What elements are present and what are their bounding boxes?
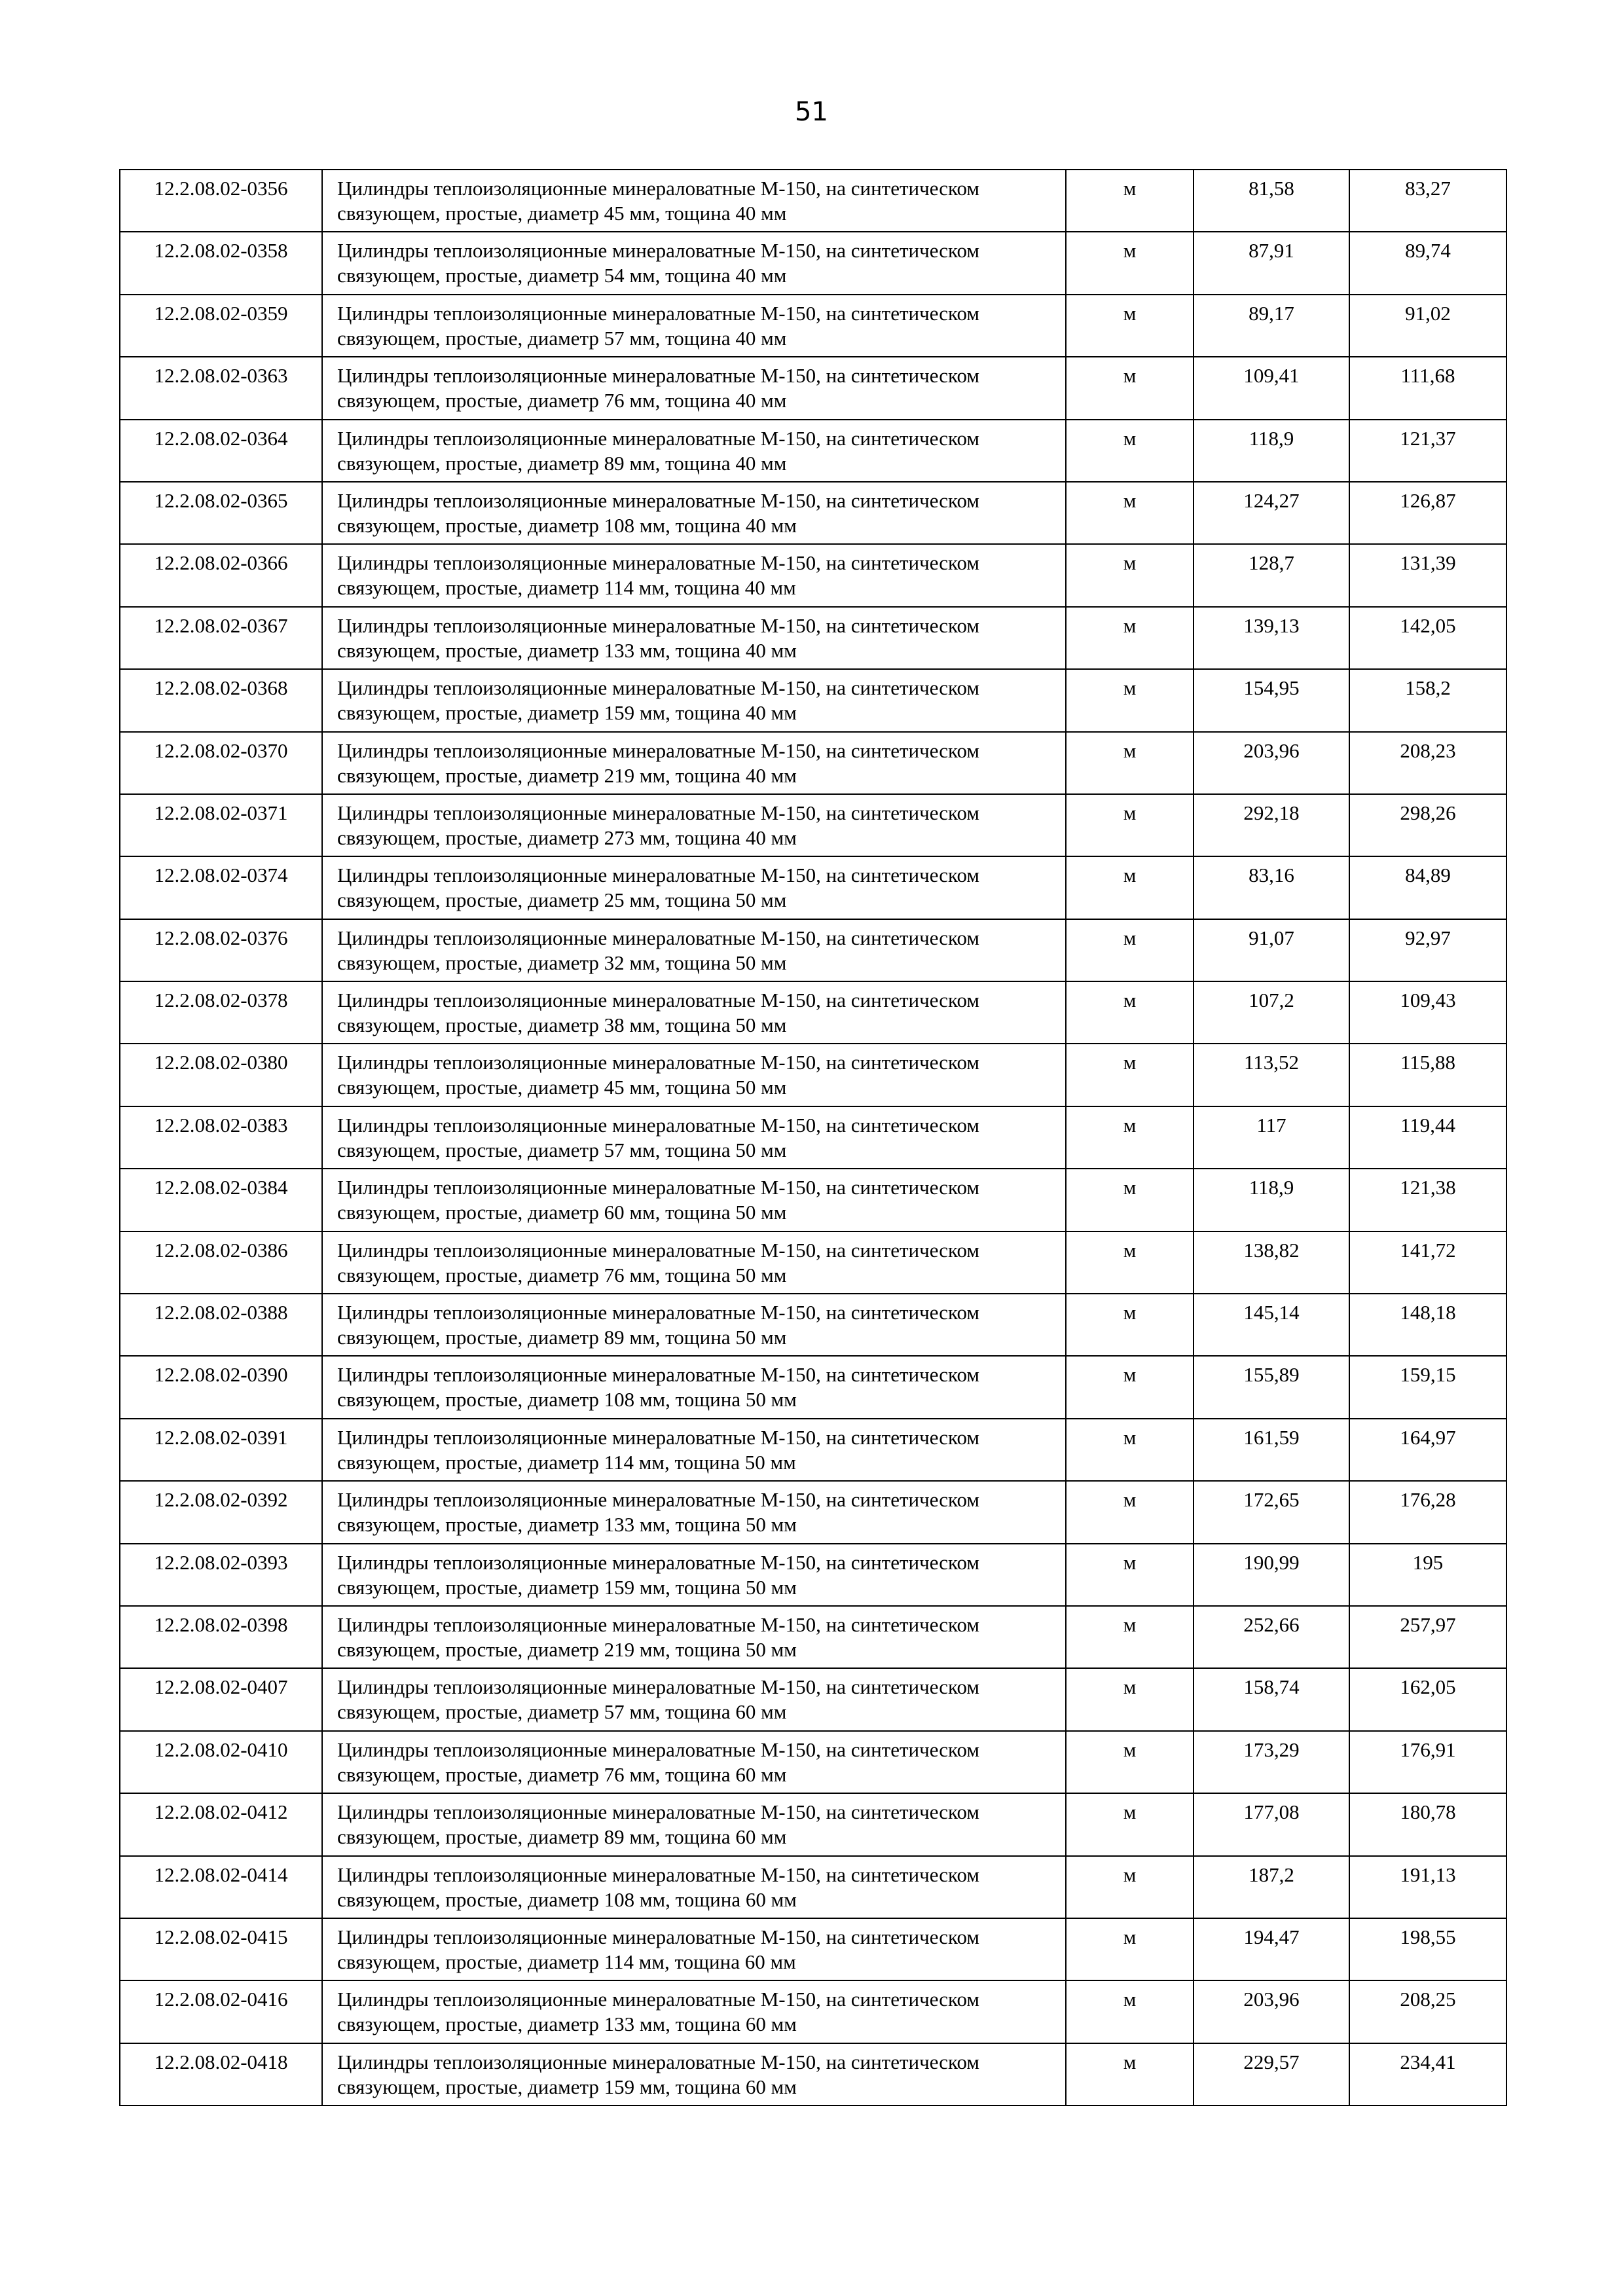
name-cell: Цилиндры теплоизоляционные минераловатные М-150, на синтетическом связующем, простые, диаметр 76 мм, тощина 40 мм: [322, 357, 1066, 419]
code-cell: 12.2.08.02-0371: [120, 794, 322, 856]
name-cell: Цилиндры теплоизоляционные минераловатные М-150, на синтетическом связующем, простые, диаметр 89 мм, тощина 60 мм: [322, 1793, 1066, 1855]
table-row: [120, 919, 1506, 981]
table-row: [120, 856, 1506, 919]
price-index-cell: 119,44: [1349, 1106, 1506, 1169]
code-cell: 12.2.08.02-0398: [120, 1606, 322, 1668]
name-cell: Цилиндры теплоизоляционные минераловатные М-150, на синтетическом связующем, простые, диаметр 159 мм, тощина 40 мм: [322, 669, 1066, 731]
code-cell: 12.2.08.02-0384: [120, 1169, 322, 1231]
unit-cell: м: [1066, 1231, 1194, 1294]
price-cell: 194,47: [1194, 1918, 1349, 1980]
table-row: [120, 1419, 1506, 1481]
price-index-cell: 180,78: [1349, 1793, 1506, 1855]
code-cell: 12.2.08.02-0407: [120, 1668, 322, 1730]
price-index-cell: 191,13: [1349, 1856, 1506, 1918]
code-cell: 12.2.08.02-0416: [120, 1980, 322, 2043]
code-cell: 12.2.08.02-0366: [120, 544, 322, 606]
price-cell: 124,27: [1194, 482, 1349, 544]
price-cell: 109,41: [1194, 357, 1349, 419]
table-row: [120, 1294, 1506, 1356]
name-cell: Цилиндры теплоизоляционные минераловатные М-150, на синтетическом связующем, простые, диаметр 114 мм, тощина 40 мм: [322, 544, 1066, 606]
price-cell: 158,74: [1194, 1668, 1349, 1730]
code-cell: 12.2.08.02-0383: [120, 1106, 322, 1169]
price-cell: 172,65: [1194, 1481, 1349, 1543]
code-cell: 12.2.08.02-0359: [120, 295, 322, 357]
price-index-cell: 91,02: [1349, 295, 1506, 357]
code-cell: 12.2.08.02-0370: [120, 732, 322, 794]
price-cell: 252,66: [1194, 1606, 1349, 1668]
unit-cell: м: [1066, 357, 1194, 419]
code-cell: 12.2.08.02-0412: [120, 1793, 322, 1855]
price-cell: 145,14: [1194, 1294, 1349, 1356]
unit-cell: м: [1066, 1544, 1194, 1606]
name-cell: Цилиндры теплоизоляционные минераловатные М-150, на синтетическом связующем, простые, диаметр 108 мм, тощина 50 мм: [322, 1356, 1066, 1418]
name-cell: Цилиндры теплоизоляционные минераловатные М-150, на синтетическом связующем, простые, диаметр 159 мм, тощина 50 мм: [322, 1544, 1066, 1606]
table-row: [120, 794, 1506, 856]
price-index-cell: 159,15: [1349, 1356, 1506, 1418]
price-index-cell: 121,38: [1349, 1169, 1506, 1231]
price-index-cell: 162,05: [1349, 1668, 1506, 1730]
name-cell: Цилиндры теплоизоляционные минераловатные М-150, на синтетическом связующем, простые, диаметр 45 мм, тощина 50 мм: [322, 1044, 1066, 1106]
table-row: [120, 607, 1506, 669]
table-row: [120, 1980, 1506, 2043]
name-cell: Цилиндры теплоизоляционные минераловатные М-150, на синтетическом связующем, простые, диаметр 76 мм, тощина 60 мм: [322, 1731, 1066, 1793]
price-cell: 87,91: [1194, 232, 1349, 294]
price-index-cell: 148,18: [1349, 1294, 1506, 1356]
price-cell: 117: [1194, 1106, 1349, 1169]
table-row: [120, 2043, 1506, 2105]
price-cell: 139,13: [1194, 607, 1349, 669]
unit-cell: м: [1066, 1856, 1194, 1918]
code-cell: 12.2.08.02-0365: [120, 482, 322, 544]
table-row: [120, 357, 1506, 419]
code-cell: 12.2.08.02-0410: [120, 1731, 322, 1793]
price-index-cell: 158,2: [1349, 669, 1506, 731]
price-cell: 128,7: [1194, 544, 1349, 606]
price-index-cell: 198,55: [1349, 1918, 1506, 1980]
code-cell: 12.2.08.02-0378: [120, 981, 322, 1044]
unit-cell: м: [1066, 1044, 1194, 1106]
name-cell: Цилиндры теплоизоляционные минераловатные М-150, на синтетическом связующем, простые, диаметр 89 мм, тощина 50 мм: [322, 1294, 1066, 1356]
unit-cell: м: [1066, 1668, 1194, 1730]
name-cell: Цилиндры теплоизоляционные минераловатные М-150, на синтетическом связующем, простые, диаметр 57 мм, тощина 40 мм: [322, 295, 1066, 357]
table-row: [120, 669, 1506, 731]
price-index-cell: 176,91: [1349, 1731, 1506, 1793]
unit-cell: м: [1066, 170, 1194, 232]
name-cell: Цилиндры теплоизоляционные минераловатные М-150, на синтетическом связующем, простые, диаметр 133 мм, тощина 60 мм: [322, 1980, 1066, 2043]
price-index-cell: 84,89: [1349, 856, 1506, 919]
price-cell: 187,2: [1194, 1856, 1349, 1918]
unit-cell: м: [1066, 856, 1194, 919]
price-index-cell: 111,68: [1349, 357, 1506, 419]
code-cell: 12.2.08.02-0376: [120, 919, 322, 981]
name-cell: Цилиндры теплоизоляционные минераловатные М-150, на синтетическом связующем, простые, диаметр 38 мм, тощина 50 мм: [322, 981, 1066, 1044]
name-cell: Цилиндры теплоизоляционные минераловатные М-150, на синтетическом связующем, простые, диаметр 159 мм, тощина 60 мм: [322, 2043, 1066, 2105]
code-cell: 12.2.08.02-0364: [120, 420, 322, 482]
table-row: [120, 1668, 1506, 1730]
code-cell: 12.2.08.02-0374: [120, 856, 322, 919]
code-cell: 12.2.08.02-0418: [120, 2043, 322, 2105]
price-index-cell: 298,26: [1349, 794, 1506, 856]
price-index-cell: 195: [1349, 1544, 1506, 1606]
price-index-cell: 141,72: [1349, 1231, 1506, 1294]
name-cell: Цилиндры теплоизоляционные минераловатные М-150, на синтетическом связующем, простые, диаметр 133 мм, тощина 50 мм: [322, 1481, 1066, 1543]
name-cell: Цилиндры теплоизоляционные минераловатные М-150, на синтетическом связующем, простые, диаметр 57 мм, тощина 60 мм: [322, 1668, 1066, 1730]
price-index-cell: 208,23: [1349, 732, 1506, 794]
table-row: [120, 981, 1506, 1044]
table-row: [120, 420, 1506, 482]
price-cell: 118,9: [1194, 1169, 1349, 1231]
table-row: [120, 1856, 1506, 1918]
table-row: [120, 295, 1506, 357]
unit-cell: м: [1066, 420, 1194, 482]
table-row: [120, 1044, 1506, 1106]
price-table: [119, 169, 1507, 2106]
code-cell: 12.2.08.02-0356: [120, 170, 322, 232]
code-cell: 12.2.08.02-0393: [120, 1544, 322, 1606]
table-row: [120, 1356, 1506, 1418]
table-row: [120, 1606, 1506, 1668]
code-cell: 12.2.08.02-0414: [120, 1856, 322, 1918]
code-cell: 12.2.08.02-0386: [120, 1231, 322, 1294]
price-cell: 81,58: [1194, 170, 1349, 232]
unit-cell: м: [1066, 1419, 1194, 1481]
code-cell: 12.2.08.02-0380: [120, 1044, 322, 1106]
unit-cell: м: [1066, 981, 1194, 1044]
unit-cell: м: [1066, 1106, 1194, 1169]
price-cell: 83,16: [1194, 856, 1349, 919]
unit-cell: м: [1066, 732, 1194, 794]
price-cell: 229,57: [1194, 2043, 1349, 2105]
price-cell: 138,82: [1194, 1231, 1349, 1294]
price-index-cell: 121,37: [1349, 420, 1506, 482]
name-cell: Цилиндры теплоизоляционные минераловатные М-150, на синтетическом связующем, простые, диаметр 133 мм, тощина 40 мм: [322, 607, 1066, 669]
price-cell: 113,52: [1194, 1044, 1349, 1106]
price-index-cell: 92,97: [1349, 919, 1506, 981]
name-cell: Цилиндры теплоизоляционные минераловатные М-150, на синтетическом связующем, простые, диаметр 25 мм, тощина 50 мм: [322, 856, 1066, 919]
name-cell: Цилиндры теплоизоляционные минераловатные М-150, на синтетическом связующем, простые, диаметр 219 мм, тощина 40 мм: [322, 732, 1066, 794]
price-cell: 161,59: [1194, 1419, 1349, 1481]
table-row: [120, 1793, 1506, 1855]
price-index-cell: 208,25: [1349, 1980, 1506, 2043]
price-cell: 154,95: [1194, 669, 1349, 731]
code-cell: 12.2.08.02-0367: [120, 607, 322, 669]
table-row: [120, 1481, 1506, 1543]
code-cell: 12.2.08.02-0415: [120, 1918, 322, 1980]
price-cell: 107,2: [1194, 981, 1349, 1044]
page-number: 51: [795, 97, 828, 127]
table-row: [120, 1231, 1506, 1294]
table-row: [120, 232, 1506, 294]
unit-cell: м: [1066, 1356, 1194, 1418]
unit-cell: м: [1066, 1918, 1194, 1980]
price-cell: 91,07: [1194, 919, 1349, 981]
price-index-cell: 234,41: [1349, 2043, 1506, 2105]
price-index-cell: 142,05: [1349, 607, 1506, 669]
unit-cell: м: [1066, 1980, 1194, 2043]
unit-cell: м: [1066, 1606, 1194, 1668]
code-cell: 12.2.08.02-0391: [120, 1419, 322, 1481]
table-row: [120, 170, 1506, 232]
unit-cell: м: [1066, 295, 1194, 357]
unit-cell: м: [1066, 1169, 1194, 1231]
price-index-cell: 109,43: [1349, 981, 1506, 1044]
price-cell: 203,96: [1194, 732, 1349, 794]
name-cell: Цилиндры теплоизоляционные минераловатные М-150, на синтетическом связующем, простые, диаметр 108 мм, тощина 60 мм: [322, 1856, 1066, 1918]
price-cell: 190,99: [1194, 1544, 1349, 1606]
price-index-cell: 164,97: [1349, 1419, 1506, 1481]
name-cell: Цилиндры теплоизоляционные минераловатные М-150, на синтетическом связующем, простые, диаметр 114 мм, тощина 50 мм: [322, 1419, 1066, 1481]
code-cell: 12.2.08.02-0388: [120, 1294, 322, 1356]
table-row: [120, 732, 1506, 794]
code-cell: 12.2.08.02-0358: [120, 232, 322, 294]
code-cell: 12.2.08.02-0390: [120, 1356, 322, 1418]
code-cell: 12.2.08.02-0368: [120, 669, 322, 731]
name-cell: Цилиндры теплоизоляционные минераловатные М-150, на синтетическом связующем, простые, диаметр 76 мм, тощина 50 мм: [322, 1231, 1066, 1294]
code-cell: 12.2.08.02-0392: [120, 1481, 322, 1543]
name-cell: Цилиндры теплоизоляционные минераловатные М-150, на синтетическом связующем, простые, диаметр 60 мм, тощина 50 мм: [322, 1169, 1066, 1231]
price-cell: 177,08: [1194, 1793, 1349, 1855]
table-row: [120, 1731, 1506, 1793]
unit-cell: м: [1066, 919, 1194, 981]
table-row: [120, 1169, 1506, 1231]
name-cell: Цилиндры теплоизоляционные минераловатные М-150, на синтетическом связующем, простые, диаметр 219 мм, тощина 50 мм: [322, 1606, 1066, 1668]
price-cell: 118,9: [1194, 420, 1349, 482]
price-index-cell: 115,88: [1349, 1044, 1506, 1106]
price-cell: 173,29: [1194, 1731, 1349, 1793]
name-cell: Цилиндры теплоизоляционные минераловатные М-150, на синтетическом связующем, простые, диаметр 273 мм, тощина 40 мм: [322, 794, 1066, 856]
table-row: [120, 1918, 1506, 1980]
price-index-cell: 83,27: [1349, 170, 1506, 232]
name-cell: Цилиндры теплоизоляционные минераловатные М-150, на синтетическом связующем, простые, диаметр 108 мм, тощина 40 мм: [322, 482, 1066, 544]
name-cell: Цилиндры теплоизоляционные минераловатные М-150, на синтетическом связующем, простые, диаметр 54 мм, тощина 40 мм: [322, 232, 1066, 294]
unit-cell: м: [1066, 1481, 1194, 1543]
price-cell: 155,89: [1194, 1356, 1349, 1418]
name-cell: Цилиндры теплоизоляционные минераловатные М-150, на синтетическом связующем, простые, диаметр 57 мм, тощина 50 мм: [322, 1106, 1066, 1169]
name-cell: Цилиндры теплоизоляционные минераловатные М-150, на синтетическом связующем, простые, диаметр 45 мм, тощина 40 мм: [322, 170, 1066, 232]
code-cell: 12.2.08.02-0363: [120, 357, 322, 419]
price-index-cell: 176,28: [1349, 1481, 1506, 1543]
table-row: [120, 544, 1506, 606]
price-index-cell: 89,74: [1349, 232, 1506, 294]
price-cell: 292,18: [1194, 794, 1349, 856]
unit-cell: м: [1066, 482, 1194, 544]
unit-cell: м: [1066, 2043, 1194, 2105]
price-index-cell: 257,97: [1349, 1606, 1506, 1668]
unit-cell: м: [1066, 232, 1194, 294]
table-row: [120, 1106, 1506, 1169]
price-table-body: [120, 170, 1506, 2105]
name-cell: Цилиндры теплоизоляционные минераловатные М-150, на синтетическом связующем, простые, диаметр 89 мм, тощина 40 мм: [322, 420, 1066, 482]
unit-cell: м: [1066, 794, 1194, 856]
table-row: [120, 482, 1506, 544]
price-index-cell: 131,39: [1349, 544, 1506, 606]
table-row: [120, 1544, 1506, 1606]
unit-cell: м: [1066, 1731, 1194, 1793]
price-index-cell: 126,87: [1349, 482, 1506, 544]
unit-cell: м: [1066, 669, 1194, 731]
name-cell: Цилиндры теплоизоляционные минераловатные М-150, на синтетическом связующем, простые, диаметр 32 мм, тощина 50 мм: [322, 919, 1066, 981]
name-cell: Цилиндры теплоизоляционные минераловатные М-150, на синтетическом связующем, простые, диаметр 114 мм, тощина 60 мм: [322, 1918, 1066, 1980]
price-cell: 89,17: [1194, 295, 1349, 357]
unit-cell: м: [1066, 544, 1194, 606]
price-cell: 203,96: [1194, 1980, 1349, 2043]
unit-cell: м: [1066, 1793, 1194, 1855]
unit-cell: м: [1066, 1294, 1194, 1356]
unit-cell: м: [1066, 607, 1194, 669]
